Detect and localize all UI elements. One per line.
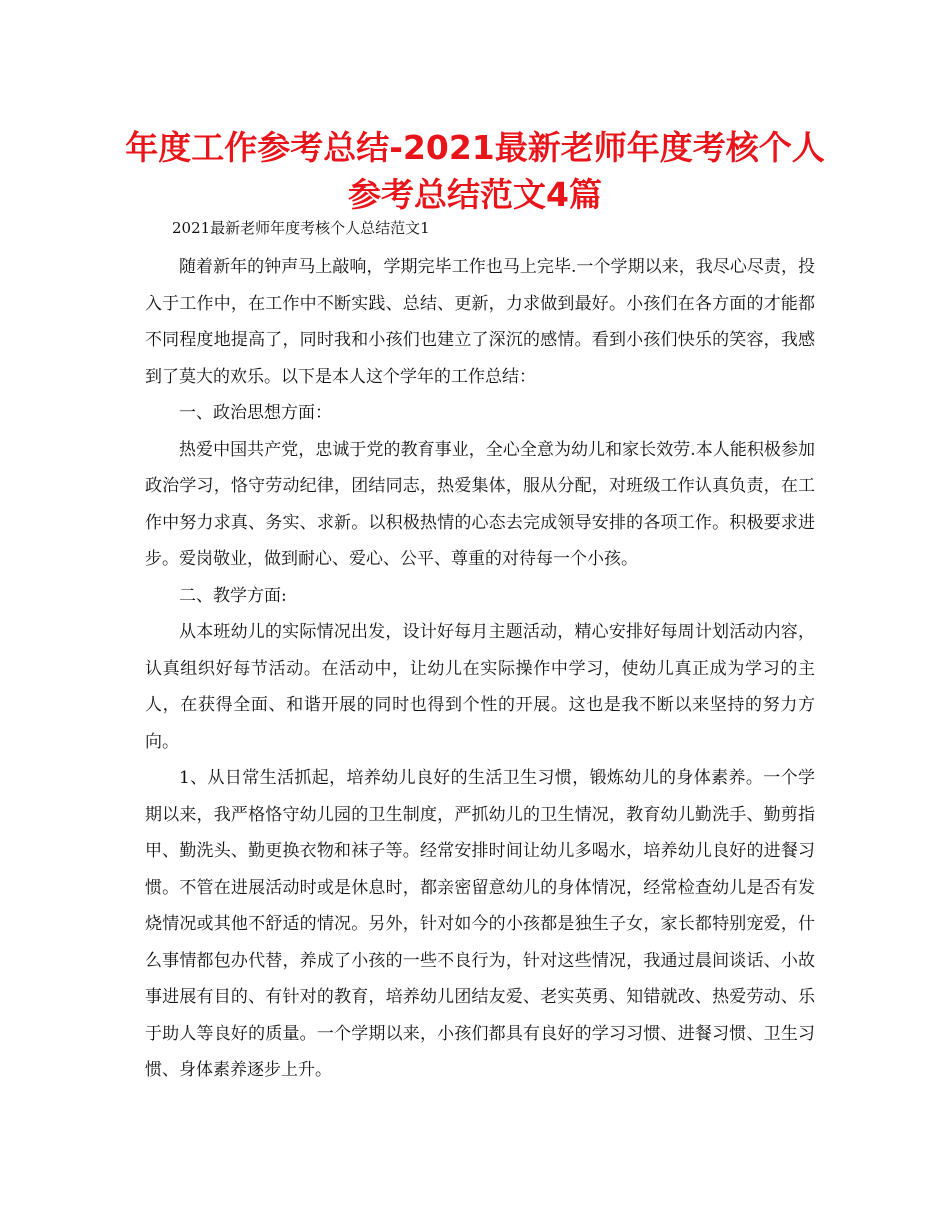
paragraph-teaching: 从本班幼儿的实际情况出发，设计好每月主题活动，精心安排好每周计划活动内容，认真组织好每节活动。在活动中，让幼儿在实际操作中学习，使幼儿真正成为学习的主人，在获得全面、和谐开展的同时也得到个性的开展。这也是我不断以来坚持的努力方向。 [145, 622, 815, 752]
document-body [145, 217, 815, 1089]
paragraph-intro: 随着新年的钟声马上敲响，学期完毕工作也马上完毕.一个学期以来，我尽心尽责，投入于工作中，在工作中不断实践、总结、更新，力求做到最好。小孩们在各方面的才能都不同程度地提高了，同时我和小孩们也建立了深沉的感情。看到小孩们快乐的笑容，我感到了莫大的欢乐。以下是本人这个学年的工作总结： [145, 257, 815, 387]
paragraph-political: 热爱中国共产党，忠诚于党的教育事业，全心全意为幼儿和家长效劳.本人能积极参加政治学习，恪守劳动纪律，团结同志，热爱集体，服从分配，对班级工作认真负责，在工作中努力求真、务实、求新。以积极热情的心态去完成领导安排的各项工作。积极要求进步。爱岗敬业，做到耐心、爱心、公平、尊重的对待每一个小孩。 [145, 439, 815, 569]
document-subtitle: 2021最新老师年度考核个人总结范文1 [172, 219, 430, 237]
document-title-line-2: 参考总结范文4篇 [348, 175, 602, 214]
document-title-line-1: 年度工作参考总结-2021最新老师年度考核个人 [125, 128, 825, 167]
paragraph-daily-life: 1、从日常生活抓起，培养幼儿良好的生活卫生习惯，锻炼幼儿的身体素养。一个学期以来，我严格恪守幼儿园的卫生制度，严抓幼儿的卫生情况，教育幼儿勤洗手、勤剪指甲、勤洗头、勤更换衣物和袜子等。经常安排时间让幼儿多喝水，培养幼儿良好的进餐习惯。不管在进展活动时或是休息时，都亲密留意幼儿的身体情况，经常检查幼儿是否有发烧情况或其他不舒适的情况。另外，针对如今的小孩都是独生子女，家长都特别宠爱，什么事情都包办代替，养成了小孩的一些不良行为，针对这些情况，我通过晨间谈话、小故事进展有目的、有针对的教育，培养幼儿团结友爱、老实英勇、知错就改、热爱劳动、乐于助人等良好的质量。一个学期以来，小孩们都具有良好的学习习惯、进餐习惯、卫生习惯、身体素养逐步上升。 [145, 768, 815, 1080]
section-heading-political: 一、政治思想方面： [179, 403, 332, 423]
section-heading-teaching: 二、教学方面: [179, 585, 287, 606]
